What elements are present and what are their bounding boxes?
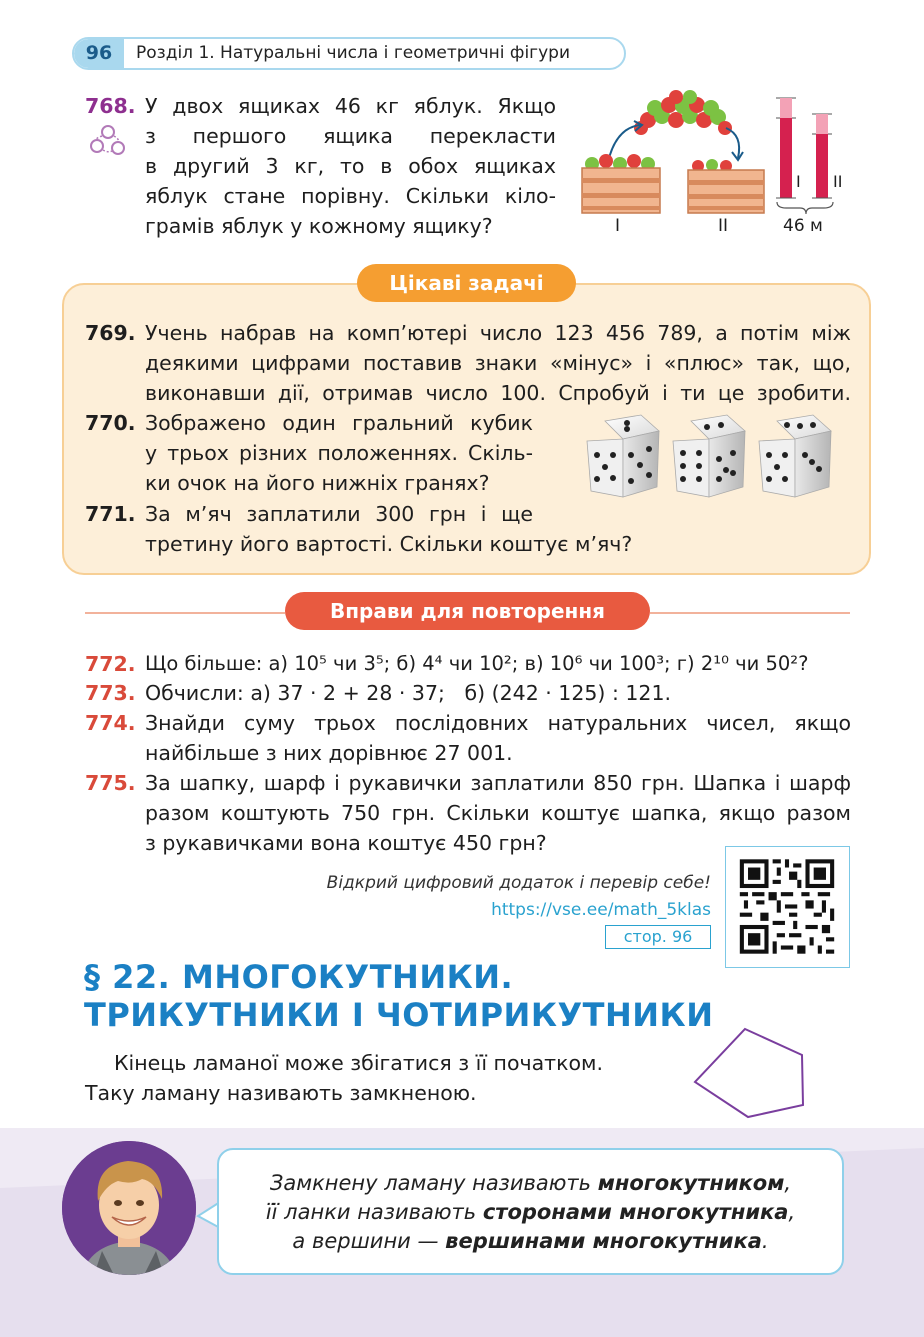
- die-one: [587, 415, 659, 497]
- problem-772-number: 772.: [85, 652, 136, 676]
- problem-768-line: грамів яблук у кожному ящику?: [145, 214, 493, 238]
- problem-768-number: 768.: [85, 94, 136, 118]
- page-number: 96: [74, 39, 124, 68]
- die-two: [673, 415, 745, 497]
- problem-774-number: 774.: [85, 711, 136, 735]
- problem-771-number: 771.: [85, 502, 136, 526]
- review-title: Вправи для повторення: [285, 592, 650, 630]
- digital-app-prompt: Відкрий цифровий додаток і перевір себе!: [326, 873, 711, 893]
- bar-two-label: II: [833, 172, 843, 191]
- problem-771-line: За м’яч заплатили 300 грн і ще: [145, 502, 533, 526]
- section-intro-line: Таку ламану називають замкненою.: [85, 1081, 477, 1105]
- die-three: [759, 415, 831, 497]
- definition-line-2: її ланки називають сторонами многокутника,: [265, 1200, 796, 1224]
- page-header: [72, 37, 626, 70]
- section-intro-line: Кінець ламаної може збігатися з її початком.: [114, 1051, 604, 1075]
- problem-769-line: Учень набрав на комп’ютері число 123 456 789, а потім між: [145, 321, 851, 345]
- problem-772-text: Що більше: а) 10⁵ чи 3⁵; б) 4⁴ чи 10²; в) 10⁶ чи 100³; г) 2¹⁰ чи 50²?: [145, 652, 809, 675]
- boy-portrait-icon: [62, 1141, 196, 1275]
- qr-code[interactable]: [725, 846, 850, 968]
- bar-diagram: [776, 98, 833, 214]
- dice-illustration: [583, 413, 843, 503]
- digital-app-link[interactable]: https://vse.ee/math_5klas: [491, 900, 711, 920]
- group-work-icon: [88, 124, 128, 158]
- problem-775-line: За шапку, шарф і рукавички заплатили 850 грн. Шапка і шарф: [145, 771, 851, 795]
- box-two: [688, 159, 764, 213]
- digital-app-page: стор. 96: [605, 925, 711, 949]
- chapter-title: Розділ 1. Натуральні числа і геометричні фігури: [136, 43, 571, 63]
- definition-line-1: Замкнену ламану називають многокутником,: [269, 1171, 792, 1195]
- problem-770-line: ки очок на його нижніх гранях?: [145, 471, 490, 495]
- definition-bubble: [217, 1148, 844, 1275]
- problem-774-line: найбільше з них дорівнює 27 001.: [145, 741, 513, 765]
- problem-769-number: 769.: [85, 321, 136, 345]
- problem-769-line: деякими цифрами поставив знаки «мінус» і «плюс» так, що,: [145, 351, 851, 375]
- box-two-label: II: [718, 216, 729, 236]
- apples-boxes-illustration: [578, 90, 858, 215]
- section-title-line2: ТРИКУТНИКИ І ЧОТИРИКУТНИКИ: [84, 996, 714, 1034]
- closed-polyline-pentagon: [690, 1025, 810, 1120]
- problem-770-line: у трьох різних положеннях. Скіль-: [145, 441, 533, 465]
- problem-769-line: виконавши дії, отримав число 100. Спробуй і ти це зробити.: [145, 381, 851, 405]
- problem-768-line: в другий 3 кг, то в обох ящиках: [145, 154, 556, 178]
- total-label: 46 м: [783, 216, 823, 236]
- problem-773-number: 773.: [85, 681, 136, 705]
- problem-774-line: Знайди суму трьох послідовних натуральних чисел, якщо: [145, 711, 851, 735]
- divider-left: [85, 612, 285, 614]
- problem-775-line: з рукавичками вона коштує 450 грн?: [145, 831, 547, 855]
- apple-pile: [634, 90, 732, 135]
- bar-one-label: I: [796, 172, 801, 191]
- problem-770-line: Зображено один гральний кубик: [145, 411, 533, 435]
- problem-768-line: з першого ящика перекласти: [145, 124, 556, 148]
- problem-775-line: разом коштують 750 грн. Скільки коштує шапка, якщо разом: [145, 801, 851, 825]
- problem-768-line: У двох ящиках 46 кг яблук. Якщо: [145, 94, 556, 118]
- problem-773-text: Обчисли: а) 37 · 2 + 28 · 37; б) (242 · 125) : 121.: [145, 681, 672, 705]
- boy-avatar: [62, 1141, 196, 1275]
- interesting-problems-title: Цікаві задачі: [357, 264, 576, 302]
- qr-code-icon: [726, 847, 848, 966]
- problem-771-line: третину його вартості. Скільки коштує м’яч?: [145, 532, 633, 556]
- problem-770-number: 770.: [85, 411, 136, 435]
- divider-right: [650, 612, 850, 614]
- problem-768-line: яблук стане порівну. Скільки кіло-: [145, 184, 556, 208]
- definition-line-3: а вершини — вершинами многокутника.: [292, 1229, 769, 1253]
- box-one-label: I: [615, 216, 621, 236]
- section-title-line1: § 22. МНОГОКУТНИКИ.: [84, 958, 514, 996]
- problem-775-number: 775.: [85, 771, 136, 795]
- box-one: [582, 154, 660, 213]
